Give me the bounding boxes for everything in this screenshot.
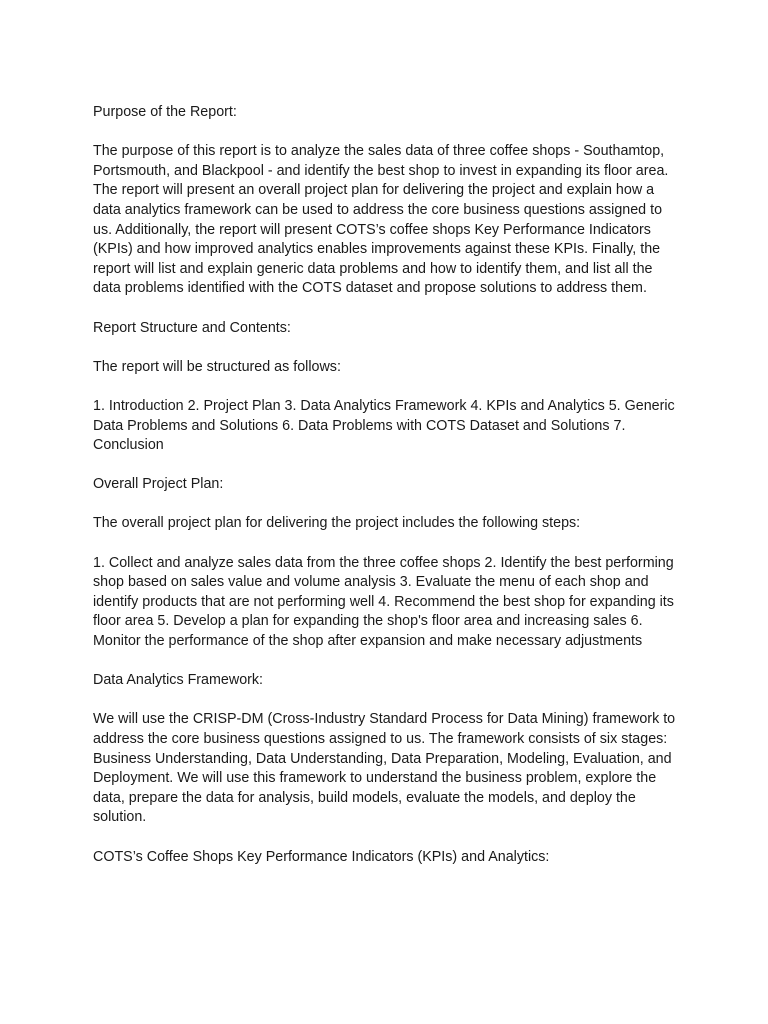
heading-report-structure: Report Structure and Contents: (93, 319, 291, 336)
paragraph-project-plan-steps: 1. Collect and analyze sales data from the three coffee shops 2. Identify the best performing shop based on sales value and volume analysis 3. Evaluate the menu of each shop and identify products that are not performing well 4. Recommend the best shop for expanding its floor area 5. Develop a plan for expanding the shop's floor area and increasing sales 6. Monitor the performance of the shop after expansion and make necessary adjustments (93, 554, 674, 650)
heading-data-analytics-framework: Data Analytics Framework: (93, 672, 264, 689)
heading-kpis: COTS’s Coffee Shops Key Performance Indicators (KPIs) and Analytics: (93, 848, 550, 865)
paragraph-structure-intro: The report will be structured as follows: (93, 358, 341, 375)
paragraph-project-plan-intro: The overall project plan for delivering the project includes the following steps: (93, 515, 581, 532)
heading-purpose: Purpose of the Report: (93, 104, 237, 120)
heading-project-plan: Overall Project Plan: (93, 476, 224, 493)
document-body (93, 103, 683, 887)
paragraph-structure-list: 1. Introduction 2. Project Plan 3. Data Analytics Framework 4. KPIs and Analytics 5. Generic Data Problems and Solutions 6. Data Problems with COTS Dataset and Solutions 7. Conclusion (93, 397, 675, 454)
paragraph-framework: We will use the CRISP-DM (Cross-Industry Standard Process for Data Mining) framework to address the core business questions assigned to us. The framework consists of six stages: Business Understanding, Data Understanding, Data Preparation, Modeling, Evaluation, and Deployment. We will use this framework to understand the business problem, explore the data, prepare the data for analysis, build models, evaluate the models, and deploy the solution. (93, 711, 676, 826)
paragraph-purpose: The purpose of this report is to analyze the sales data of three coffee shops - Southamtop, Portsmouth, and Blackpool - and identify the best shop to invest in expanding its floor area. The report will present an overall project plan for delivering the project and explain how a data analytics framework can be used to address the core business questions assigned to us. Additionally, the report will present COTS’s coffee shops Key Performance Indicators (KPIs) and how improved analytics enables improvements against these KPIs. Finally, the report will list and explain generic data problems and how to identify them, and list all the data problems identified with the COTS dataset and propose solutions to address them. (93, 143, 669, 297)
